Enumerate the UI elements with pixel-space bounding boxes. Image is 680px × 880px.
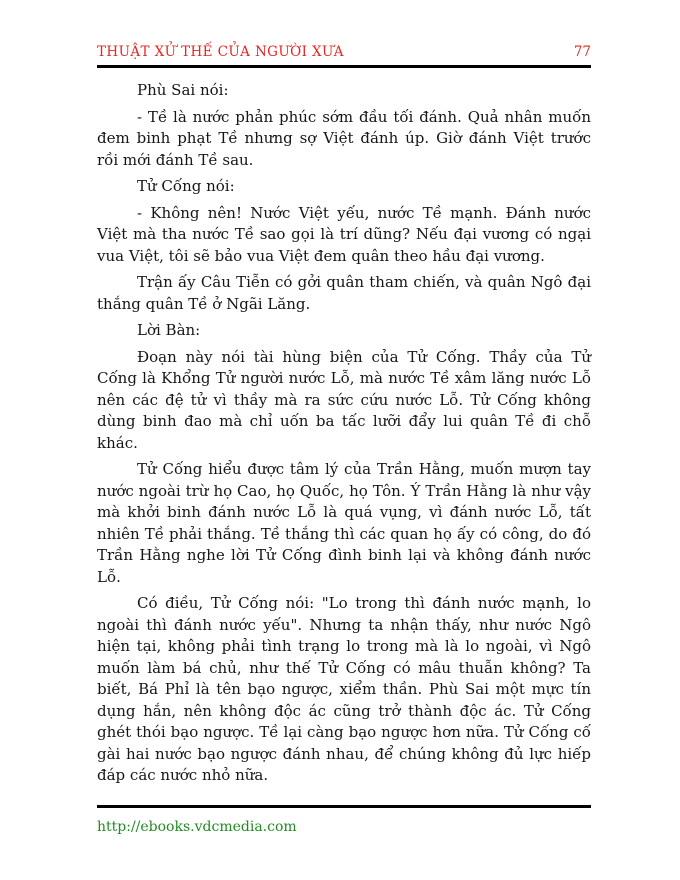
running-title: THUẬT XỬ THẾ CỦA NGƯỜI XƯA [97,44,344,60]
paragraph: Trận ấy Câu Tiễn có gởi quân tham chiến, và quân Ngô đại thắng quân Tề ở Ngãi Lăng. [97,273,591,313]
body-text [97,80,591,792]
page-header [97,44,591,68]
paragraph: Lời Bàn: [137,321,201,339]
paragraph: Tử Cống nói: [137,177,235,195]
page-footer [97,805,591,835]
paragraph: Có điều, Tử Cống nói: "Lo trong thì đánh nước mạnh, lo ngoài thì đánh nước yếu". Nhưng ta nhận thấy, như nước Ngô hiện tại, không phải tình trạng lo trong mà là lo ngoài, vì Ngô muốn làm bá chủ, như thế Tử Cống có mâu thuẫn không? Ta biết, Bá Phỉ là tên bạo ngược, xiểm thần. Phù Sai một mực tín dụng hắn, nên không độc ác cũng trở thành độc ác. Tử Cống ghét thói bạo ngược. Tề lại càng bạo ngược hơn nữa. Tử Cống cố gài hai nước bạo ngược đánh nhau, để chúng không đủ lực hiếp đáp các nước nhỏ nữa. [97,594,591,784]
paragraph: - Không nên! Nước Việt yếu, nước Tề mạnh. Đánh nước Việt mà tha nước Tề sao gọi là trí dũng? Nếu đại vương có ngại vua Việt, tôi sẽ bảo vua Việt đem quân theo hầu đại vương. [97,203,591,265]
paragraph: Phù Sai nói: [137,81,229,99]
footer-url-link[interactable]: http://ebooks.vdcmedia.com [97,819,297,835]
paragraph: Đoạn này nói tài hùng biện của Tử Cống. Thầy của Tử Cống là Khổng Tử người nước Lỗ, mà nước Tề xâm lăng nước Lỗ nên các đệ tử vì thầy mà ra sức cứu nước Lỗ. Tử Cống không dùng binh đao mà chỉ uốn ba tấc lưỡi đẩy lui quân Tề đi chỗ khác. [97,347,591,452]
page-number: 77 [573,44,591,60]
paragraph: Tử Cống hiểu được tâm lý của Trần Hằng, muốn mượn tay nước ngoài trừ họ Cao, họ Quốc, họ Tôn. Ý Trần Hằng là như vậy mà khởi binh đánh nước Lỗ là quá vụng, vì đánh nước Lỗ, tất nhiên Tề phải thắng. Tề thắng thì các quan họ ấy có công, do đó Trần Hằng nghe lời Tử Cống đình binh lại và không đánh nước Lỗ. [97,460,591,586]
paragraph: - Tề là nước phản phúc sớm đầu tối đánh. Quả nhân muốn đem binh phạt Tề nhưng sợ Việt đánh úp. Giờ đánh Việt trước rồi mới đánh Tề sau. [97,107,591,169]
